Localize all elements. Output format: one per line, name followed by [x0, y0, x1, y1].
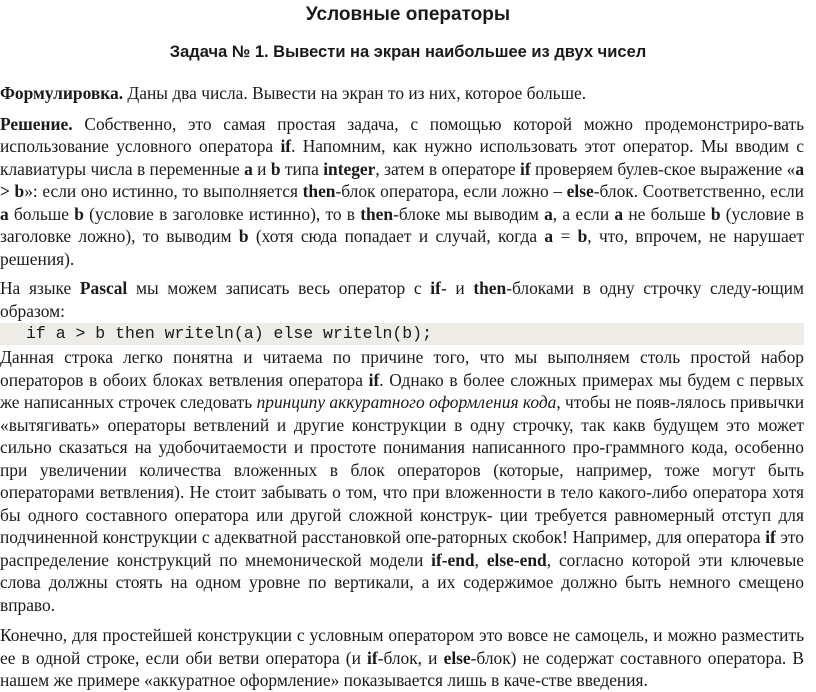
pascal-paragraph: На языке Pascal мы можем записать весь оператор с if- и then-блоками в одну строчку следу-ющим образом: [0, 278, 804, 321]
final-paragraph: Конечно, для простейшей конструкции с условным оператором это вовсе не самоцель, и можно разместить ее в одной строке, если оби ветви оператора (и if-блок, и else-блок) не содержат составного оператора. В нашем же примере «аккуратное оформление» показывается лишь в каче-стве введения. [0, 625, 804, 690]
task-heading: Задача № 1. Вывести на экран наибольшее из двух чисел [169, 43, 647, 61]
solution-paragraph: Решение. Собственно, это самая простая задача, с помощью которой можно продемонстриро-вать использование условного оператора if. Напомним, как нужно использовать этот оператор. Мы вводим с клавиатуры числа в переменные a и b типа integer, затем в операторе if проверяем булев-ское выражение «a > b»: если оно истинно, то выполняется then-блок оператора, если ложно – else-блок. Соответственно, если a больше b (условие в заголовке истинно), то в then-блоке мы выводим a, а если a не больше b (условие в заголовке ложно), то выводим b (хотя сюда попадает и случай, когда a = b, что, впрочем, не нарушает решения). [0, 113, 805, 269]
page-title: Условные операторы [305, 4, 511, 25]
solution-label: Решение. [0, 113, 73, 134]
formulation-label: Формулировка. [0, 83, 124, 103]
code-block: if a > b then writeln(a) else writeln(b); [0, 323, 804, 345]
style-paragraph: Данная строка легко понятна и читаема по причине того, что мы выполняем столь простой набор операторов в обоих блоках ветвления оператора if. Однако в более сложных примерах мы будем с первых же написанных строчек следовать принципу аккуратного оформления кода, чтобы не появ-лялось привычки «вытягивать» операторы ветвлений и другие конструкции в одну строчку, так какв будущем это может сильно сказаться на удобочитаемости и простоте понимания написанного про-граммного кода, особенно при увеличении количества вложенных в блок операторов (которые, например, тоже могут быть операторами ветвления). Не стоит забывать о том, что при вложенности в тело какого-либо оператора хотя бы одного составного оператора или другой сложной конструк- ции требуется равномерный отступ для подчиненной конструкции с адекватной расстановкой опе-раторных скобок! Например, для оператора if это распределение конструкций по мнемонической модели if-end, else-end, согласно которой эти ключевые слова должны стоять на одном уровне по вертикали, а их содержимое должно быть немного смещено вправо. [0, 347, 804, 615]
document-body [0, 80, 804, 692]
formulation-paragraph: Формулировка. Даны два числа. Вывести на экран то из них, которое больше. [0, 83, 587, 103]
